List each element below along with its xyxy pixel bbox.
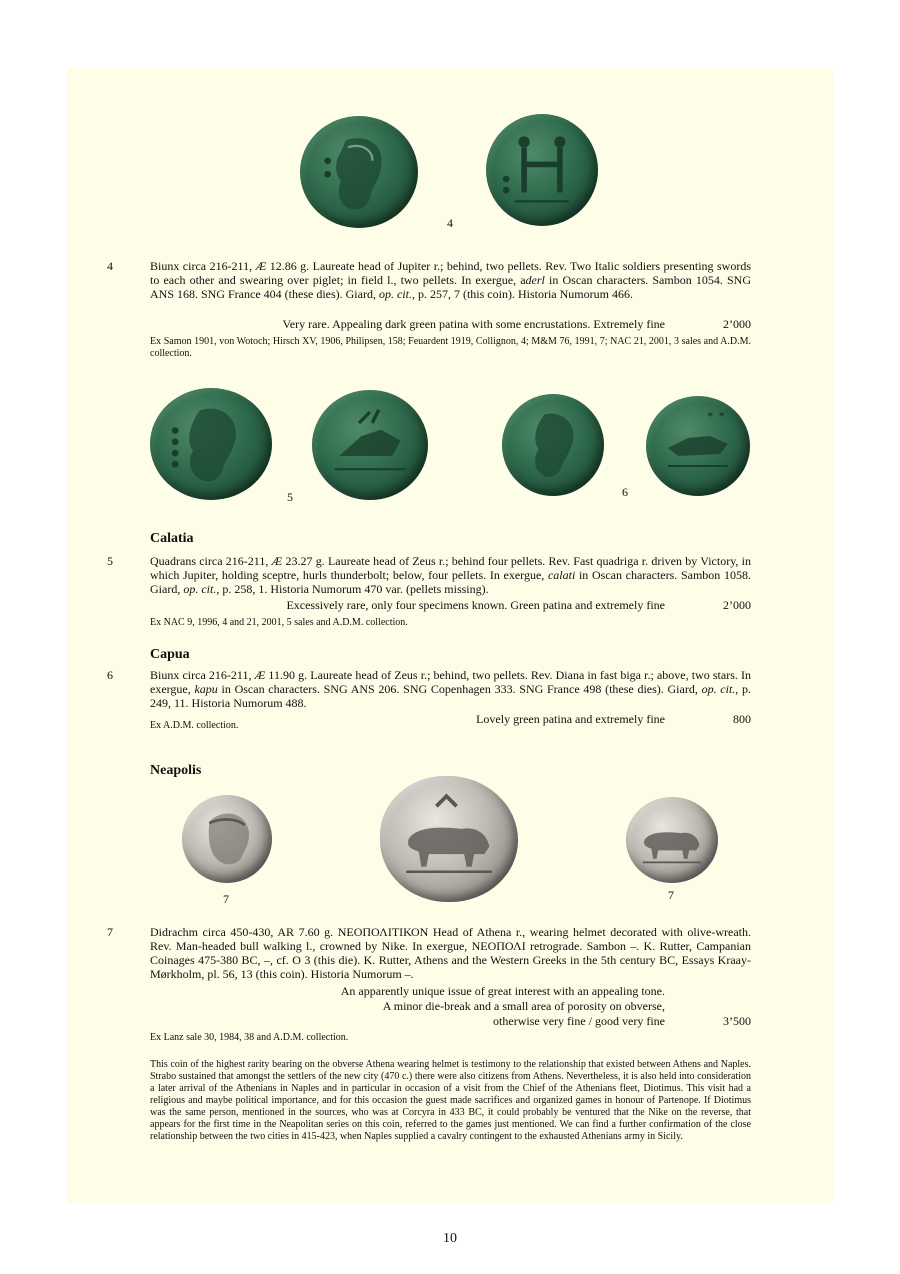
coin-7-reverse xyxy=(626,797,718,883)
lot-5-provenance: Ex NAC 9, 1996, 4 and 21, 2001, 5 sales and A.D.M. collection. xyxy=(150,617,408,628)
coin-5-obverse xyxy=(150,388,272,500)
heading-neapolis: Neapolis xyxy=(150,763,202,778)
plate-label-4: 4 xyxy=(447,216,453,230)
biga-icon xyxy=(646,396,750,496)
lot-4-provenance: Ex Samon 1901, von Wotoch; Hirsch XV, 1906, Philipsen, 158; Feuardent 1919, Collignon, 4; M&M 76, 1991, 7; NAC 21, 2001, 3 sales and A.D.M. collection. xyxy=(150,336,751,359)
lot-7-description xyxy=(150,925,751,981)
plate-label-5: 5 xyxy=(287,490,293,504)
lot-number-6: 6 xyxy=(107,668,113,682)
lot-6-price: 800 xyxy=(733,712,751,726)
lot-5-price: 2’000 xyxy=(723,598,751,612)
lot-7-provenance: Ex Lanz sale 30, 1984, 38 and A.D.M. collection. xyxy=(150,1032,349,1043)
soldiers-oath-icon xyxy=(486,114,598,226)
lot-number-5: 5 xyxy=(107,554,113,568)
lot-5-desc-text: Quadrans circa 216-211, Æ 23.27 g. Laureate head of Zeus r.; behind four pellets. Rev. Fast quadriga r. driven by Victory, in which Jupiter, holding sceptre, hurls thunderbolt; below, four pellets. In exergue, calati in Oscan characters. Sambon 1058. Giard, op. cit., p. 258, 1. Historia Numorum 470 var. (pellets missing). xyxy=(150,554,752,596)
lot-number-4: 4 xyxy=(107,259,113,273)
athena-head-icon xyxy=(182,795,272,883)
lot-6-provenance: Ex A.D.M. collection. xyxy=(150,720,239,731)
quadriga-icon xyxy=(312,390,428,500)
coin-6-reverse xyxy=(646,396,750,496)
coin-7-reverse-enlarged xyxy=(380,776,518,902)
coin-7-obverse xyxy=(182,795,272,883)
lot-4-description xyxy=(150,259,751,301)
lot-5-grade: Excessively rare, only four specimens known. Green patina and extremely fine xyxy=(286,598,665,612)
coin-6-obverse xyxy=(502,394,604,496)
lot-7-desc-text: Didrachm circa 450-430, AR 7.60 g. ΝΕΟΠΟΛΙΤΙΚΟΝ Head of Athena r., wearing helmet decorated with olive-wreath. Rev. Man-headed bull walking l., crowned by Nike. In exergue, ΝΕΟΠΟΛΙ retrograde. Sambon –. K. Rutter, Campanian Coinages 475-380 BC, –, cf. O 3 (this die). K. Rutter, Athens and the Western Greeks in the 5th century BC, Essays Kraay-Mørkholm, pl. 56, 13 (this coin). Historia Numorum –. xyxy=(150,925,751,981)
lot-4-price: 2’000 xyxy=(723,317,751,331)
zeus-head-icon xyxy=(150,388,272,500)
heading-capua: Capua xyxy=(150,647,190,662)
lot-7-grade-line-1: An apparently unique issue of great interest with an appealing tone. xyxy=(340,984,665,998)
lot-number-7: 7 xyxy=(107,925,113,939)
lot-6-grade: Lovely green patina and extremely fine xyxy=(476,712,665,726)
lot-6-description xyxy=(150,668,751,710)
jupiter-head-icon xyxy=(300,116,418,228)
lot-6-desc-text: Biunx circa 216-211, Æ 11.90 g. Laureate head of Zeus r.; behind, two pellets. Rev. Diana in fast biga r.; above, two stars. In exergue, kapu in Oscan characters. SNG ANS 206. SNG Copenhagen 333. SNG France 498 (these dies). Giard, op. cit., p. 249, 11. Historia Numorum 488. xyxy=(150,668,751,710)
lot-7-historical-note: This coin of the highest rarity bearing on the obverse Athena wearing helmet is testimony to the relationship that existed between Athens and Naples. Strabo sustained that amongst the settlers of the new city (470 c.) there were also citizens from Athens. Nevertheless, it is also held into consideration a later arrival of the Athenians in Naples and in particular in occasion of a visit from the Chief of the Athenians fleet, Diotimus. This visit had a religious and maybe political importance, and for this occasion the guest made sacrifices and organized games in honour of Partenope. If Diotimus was the same person, mentioned in the sources, who was at Corcyra in 433 BC, it could probably be ventured that the Nike on the reverse, that appears for the first time in the Neapolitan series on this coin, referred to the games just mentioned. We can find a further confirmation of the close relationship between the two cities in 415-423, when Naples supplied a cavalry contingent to the exhausted Athenians army in Sicily. xyxy=(150,1059,751,1142)
coin-4-obverse xyxy=(300,116,418,228)
lot-7-grade-line-2: A minor die-break and a small area of porosity on obverse, xyxy=(382,999,665,1013)
zeus-head-icon xyxy=(502,394,604,496)
lot-7-price: 3’500 xyxy=(723,1014,751,1028)
svg-text:✶ ✶: ✶ ✶ xyxy=(706,410,726,421)
plate-label-6: 6 xyxy=(622,485,628,499)
lot-5-description xyxy=(150,554,751,596)
lot-4-desc-text: Biunx circa 216-211, Æ 12.86 g. Laureate head of Jupiter r.; behind, two pellets. Rev. Two Italic soldiers presenting swords to each other and swearing over piglet; in field l., two pellets. In exergue, aderl in Oscan characters. Sambon 1054. SNG ANS 168. SNG France 404 (these dies). Giard, op. cit., p. 257, 7 (this coin). Historia Numorum 466. xyxy=(150,259,751,301)
lot-4-grade: Very rare. Appealing dark green patina with some encrustations. Extremely fine xyxy=(282,317,665,331)
man-headed-bull-icon xyxy=(626,797,718,883)
coin-4-reverse xyxy=(486,114,598,226)
lot-7-grade-line-3: otherwise very fine / good very fine xyxy=(493,1014,665,1028)
man-headed-bull-icon xyxy=(380,776,518,902)
coin-5-reverse xyxy=(312,390,428,500)
plate-label-7-left: 7 xyxy=(223,892,229,906)
plate-label-7-right: 7 xyxy=(668,888,674,902)
page-number: 10 xyxy=(443,1231,457,1246)
heading-calatia: Calatia xyxy=(150,531,194,546)
